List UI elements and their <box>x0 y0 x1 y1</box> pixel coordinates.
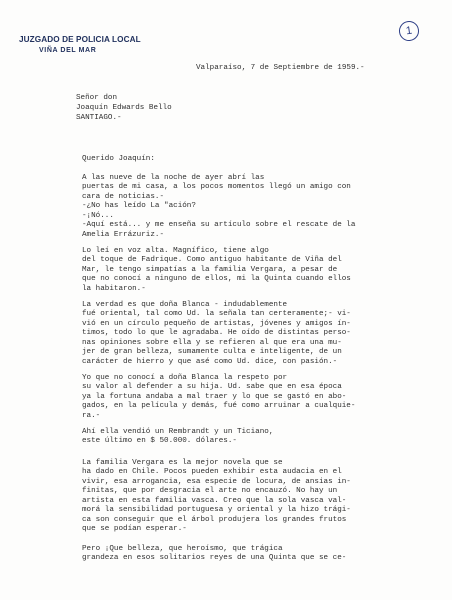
letterhead <box>19 35 149 54</box>
salutation: Querido Joaquín: <box>82 155 155 163</box>
body-line: fué oriental, tal como Ud. la señala tan certeramente;- vi- <box>82 310 351 318</box>
body-line: -¿No has leído La "ación? <box>82 202 196 210</box>
body-line: La familia Vergara es la mejor novela que se <box>82 459 283 467</box>
body-line: ca son conseguir que el árbol produjera los grandes frutos <box>82 516 347 524</box>
body-line: ya la fortuna andaba a mal traer y lo que se gastó en abo- <box>82 393 347 401</box>
letterhead-court-name: JUZGADO DE POLICIA LOCAL <box>19 35 141 44</box>
body-line: morá la sensibilidad portuguesa y oriental y la hizo trági- <box>82 506 351 514</box>
body-line: este último en $ 50.000. dólares.- <box>82 437 237 445</box>
letterhead-city: VIÑA DEL MAR <box>39 47 97 54</box>
body-line: Yo que no conocí a doña Blanca la respeto por <box>82 374 288 382</box>
addressee-line: SANTIAGO.- <box>76 114 122 122</box>
body-line: la habitaron.- <box>82 285 146 293</box>
body-line: Lo leí en voz alta. Magnífico, tiene algo <box>82 247 269 255</box>
body-line: vivir, esa arrogancia, esa especie de locura, de ansias in- <box>82 478 351 486</box>
body-line: timos, todo lo que le agradaba. He oído de distintas perso- <box>82 329 351 337</box>
body-line: Ahí ella vendió un Rembrandt y un Ticiano, <box>82 428 274 436</box>
body-line: que se podían esperar.- <box>82 525 187 533</box>
page-number-badge: 1 <box>398 20 421 43</box>
body-line: finitas, que por desgracia el arte no encauzó. No hay un <box>82 487 338 495</box>
body-line: gados, en la película y demás, fué como arruinar a cualquie- <box>82 402 356 410</box>
addressee-line: Señor don <box>76 94 118 102</box>
body-line: Pero ¡Que belleza, que heroísmo, que trágica <box>82 545 283 553</box>
body-line: su valor al defender a su hija. Ud. sabe que en esa época <box>82 383 342 391</box>
body-line: La verdad es que doña Blanca - indudablemente <box>82 301 288 309</box>
body-line: vió en un círculo pequeño de artistas, jóvenes y amigos ín- <box>82 320 351 328</box>
body-line: del toque de Fadrique. Como antiguo habitante de Viña del <box>82 256 342 264</box>
body-line: -Aquí está... y me enseña su artículo sobre el rescate de la <box>82 221 356 229</box>
body-line: carácter de hierro y que asé como Ud. dice, con pasión.- <box>82 358 338 366</box>
body-line: cara de noticias.- <box>82 193 165 201</box>
body-line: que no conocí a ninguno de ellos, mi la Quinta cuando ellos <box>82 275 351 283</box>
body-line: A las nueve de la noche de ayer abrí las <box>82 174 265 182</box>
body-line: -¡Nó... <box>82 212 114 220</box>
body-line: grandeza en esos solitarios reyes de una Quinta que se ce- <box>82 554 347 562</box>
body-line: Amelia Errázuriz.- <box>82 231 165 239</box>
body-line: ra.- <box>82 412 101 420</box>
body-line: Mar, le tengo simpatías a la familia Vergara, a pesar de <box>82 266 338 274</box>
body-line: puertas de mi casa, a los pocos momentos llegó un amigo con <box>82 183 351 191</box>
body-line: jer de gran belleza, sumamente culta e inteligente, de un <box>82 348 342 356</box>
date-line: Valparaíso, 7 de Septiembre de 1959.- <box>196 64 365 72</box>
body-line: nas opiniones sobre ella y se refieren al que era una mu- <box>82 339 342 347</box>
body-line: artista en esta familia vasca. Creo que la sola vasca val- <box>82 497 347 505</box>
body-line: ha dado en Chile. Pocos pueden exhibir esta audacia en el <box>82 468 342 476</box>
addressee-line: Joaquín Edwards Bello <box>76 104 172 112</box>
